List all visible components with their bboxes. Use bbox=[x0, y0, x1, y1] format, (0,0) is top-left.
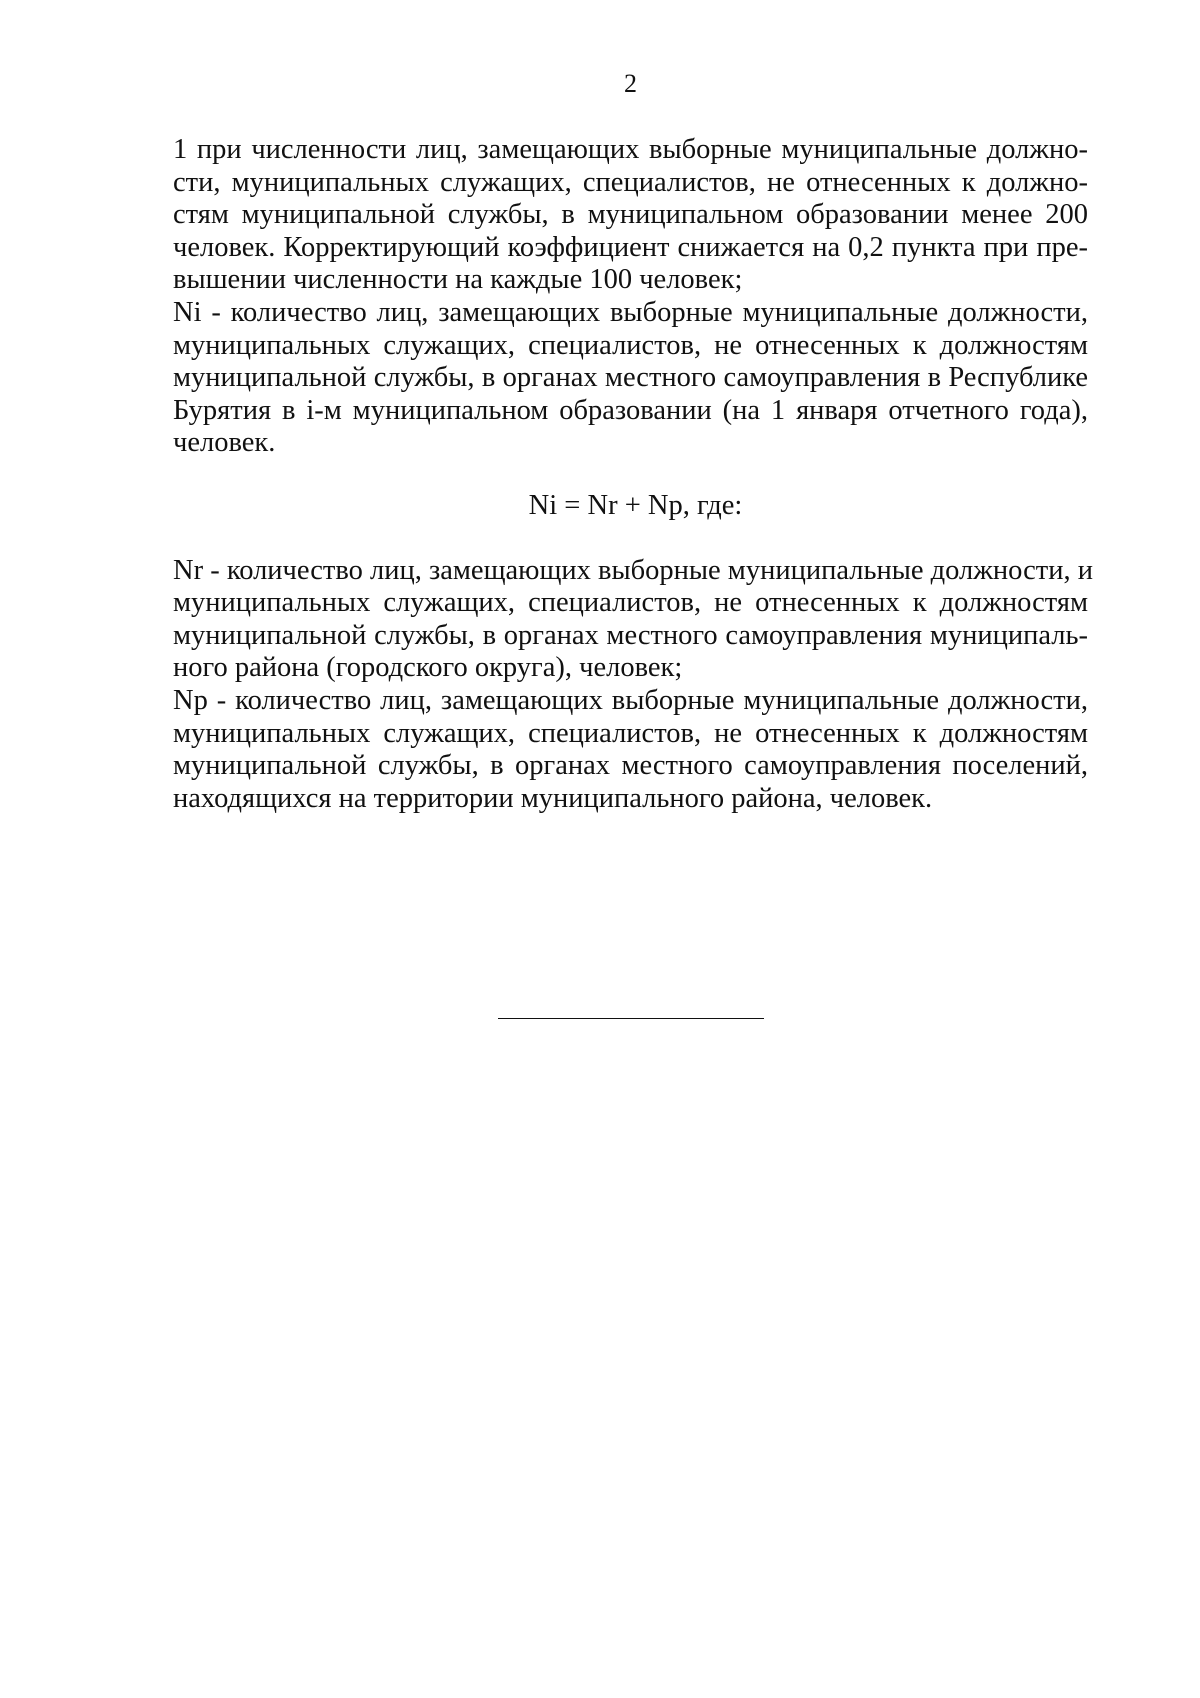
paragraph-coefficient-definition bbox=[173, 134, 1088, 297]
text-line: муниципальных служащих, специалистов, не отнесенных к должностям bbox=[173, 587, 1088, 619]
text-line: ного района (городского округа), человек; bbox=[173, 652, 683, 684]
text-line: находящихся на территории муниципального района, человек. bbox=[173, 782, 933, 814]
text-line: вышении численности на каждые 100 человек; bbox=[173, 264, 743, 296]
text-line: стям муниципальной службы, в муниципальном образовании менее 200 bbox=[173, 199, 1088, 231]
text-line: Бурятия в i-м муниципальном образовании (на 1 января отчетного года), bbox=[173, 394, 1088, 426]
text-line: 1 при численности лиц, замещающих выборные муниципальные должно- bbox=[173, 134, 1088, 165]
text-line: Nr - количество лиц, замещающих выборные муниципальные должности, и bbox=[173, 554, 1094, 586]
text-line: человек. Корректирующий коэффициент снижается на 0,2 пункта при пре- bbox=[173, 231, 1088, 263]
paragraph-np-definition bbox=[173, 685, 1088, 815]
formula: Ni = Nr + Np, где: bbox=[528, 489, 743, 521]
text-line: муниципальной службы, в органах местного самоуправления муниципаль- bbox=[173, 619, 1088, 651]
page-number: 2 bbox=[624, 69, 637, 98]
text-line: сти, муниципальных служащих, специалистов, не отнесенных к должно- bbox=[173, 166, 1088, 198]
text-line: Np - количество лиц, замещающих выборные муниципальные должности, bbox=[173, 684, 1088, 716]
document-body bbox=[173, 134, 1094, 815]
text-line: муниципальной службы, в органах местного самоуправления в Республике bbox=[173, 362, 1088, 394]
text-line: человек. bbox=[173, 427, 276, 459]
paragraph-ni-definition bbox=[173, 297, 1088, 460]
text-line: муниципальных служащих, специалистов, не отнесенных к должностям bbox=[173, 329, 1088, 361]
text-line: Ni - количество лиц, замещающих выборные муниципальные должности, bbox=[173, 296, 1088, 328]
end-separator-line bbox=[498, 1018, 764, 1019]
text-line: муниципальных служащих, специалистов, не отнесенных к должностям bbox=[173, 717, 1088, 749]
paragraph-nr-definition bbox=[173, 554, 1094, 685]
text-line: муниципальной службы, в органах местного самоуправления поселений, bbox=[173, 750, 1088, 782]
